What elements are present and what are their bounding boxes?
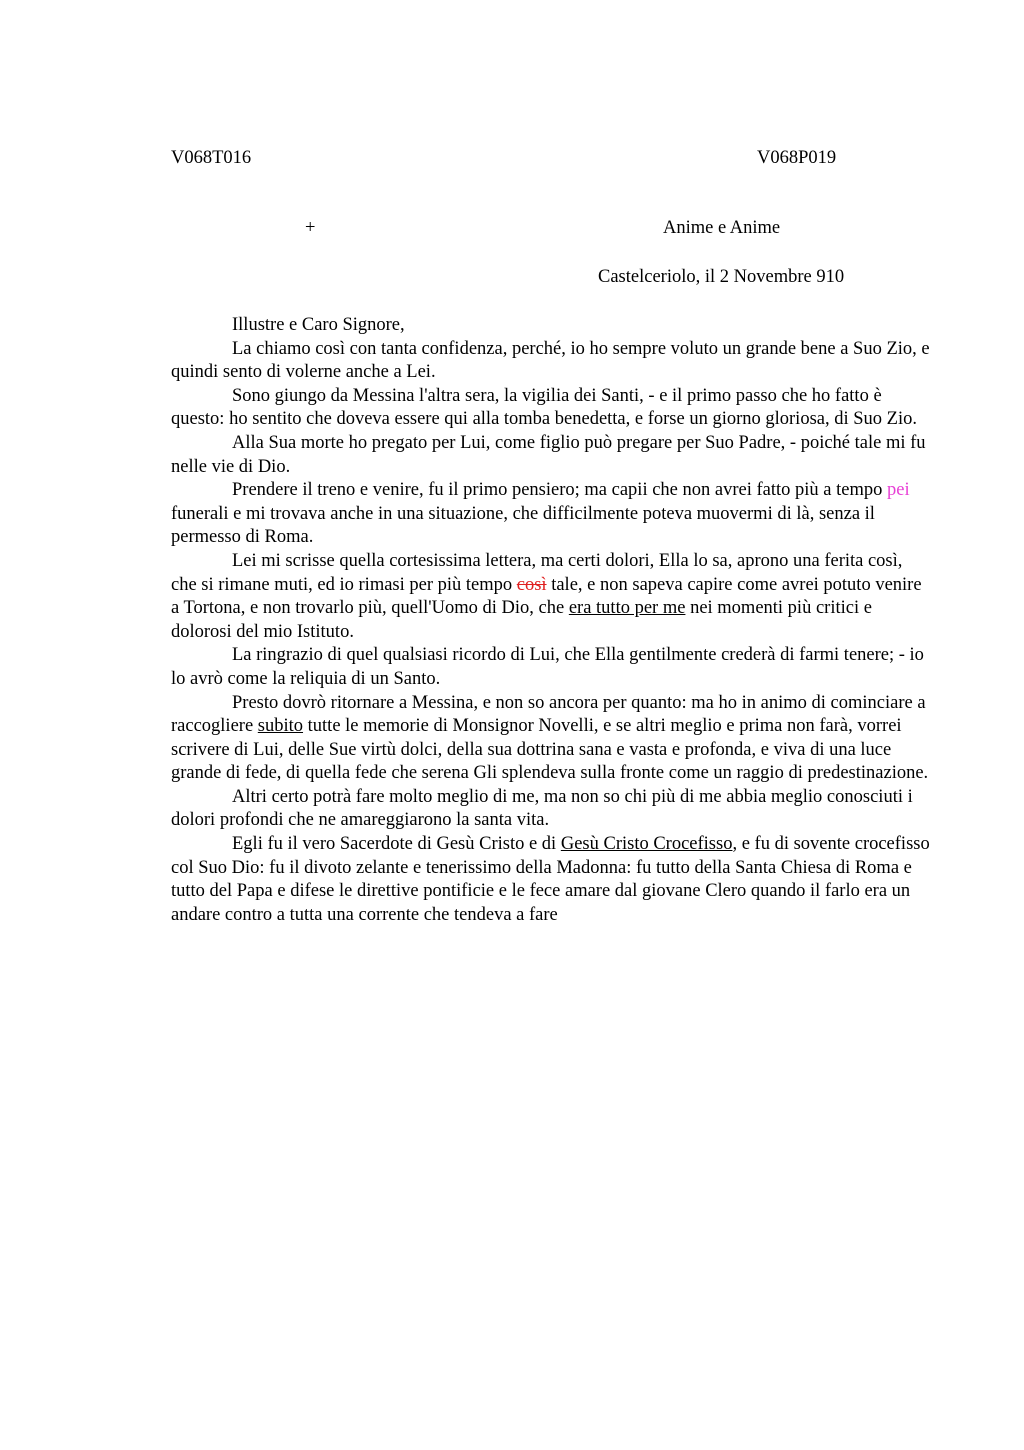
paragraph-7-text-b: tutte le memorie di Monsignor Novelli, e se altri meglio e prima non farà, vorrei scrivere di Lui, delle Sue virtù dolci, della sua dottrina sana e vasta e profonda, e viva di una luce grande di fede, di quella fede che serena Gli splendeva sulla fronte come un raggio di predestinazione. [171,716,929,784]
paragraph-5 [171,550,931,644]
letter-body [171,314,931,927]
place-date: Castelceriolo, il 2 Novembre 910 [598,267,845,287]
paragraph-7 [171,692,931,786]
letter-heading: Anime e Anime [663,218,781,238]
paragraph-9-text-b: , e fu di sovente crocefisso col Suo Dio: fu il divoto zelante e tenerissimo della Madonna: fu tutto della Santa Chiesa di Roma e tutto del Papa e difese le direttive pontificie e le fece amare dal giovane Clero quando il farlo era un andare contro a tutta una corrente che tendeva a fare [171,834,930,925]
paragraph-4-text-b: funerali e mi trovava anche in una situazione, che difficilmente poteva muovermi di là, senza il permesso di Roma. [171,503,875,548]
underlined-phrase-2: Gesù Cristo Crocefisso [560,834,733,855]
paragraph-3: Alla Sua morte ho pregato per Lui, come figlio può pregare per Suo Padre, - poiché tale mi fu nelle vie di Dio. [171,432,926,477]
paragraph-9-text-a: Egli fu il vero Sacerdote di Gesù Cristo e di [232,834,561,855]
paragraph-4 [171,479,931,550]
document-code-left: V068T016 [171,148,252,168]
paragraph-5-text-c: nei momenti più critici e dolorosi del mio Istituto. [171,598,872,642]
paragraph-7-text-a: Presto dovrò ritornare a Messina, e non so ancora per quanto: ma ho in animo di cominciare a raccogliere [171,692,926,737]
paragraph-2: Sono giungo da Messina l'altra sera, la vigilia dei Santi, - e il primo passo che ho fatto è questo: ho sentito che doveva essere qui alla tomba benedetta, e forse un giorno gloriosa, di Suo Zio. [171,385,917,430]
underlined-phrase: era tutto per me [568,598,686,619]
cross-symbol: + [305,218,316,238]
struck-word: così [516,574,547,595]
paragraph-5-text-b: tale, e non sapeva capire come avrei potuto venire a Tortona, e non trovarlo più, quell'Uomo di Dio, che [171,574,922,619]
underlined-word: subito [257,716,304,737]
highlighted-insertion: pei [886,480,910,501]
paragraph-4-text-a: Prendere il treno e venire, fu il primo pensiero; ma capii che non avrei fatto più a tempo [232,480,887,501]
paragraph-9 [171,833,931,927]
paragraph-6: La ringrazio di quel qualsiasi ricordo di Lui, che Ella gentilmente crederà di farmi tenere; - io lo avrò come la reliquia di un Santo. [171,645,924,689]
paragraph-8: Altri certo potrà fare molto meglio di me, ma non so chi più di me abbia meglio conosciuti i dolori profondi che ne amareggiarono la santa vita. [171,786,913,831]
paragraph-1: La chiamo così con tanta confidenza, perché, io ho sempre voluto un grande bene a Suo Zio, e quindi sento di volerne anche a Lei. [171,338,930,383]
salutation: Illustre e Caro Signore, [232,315,405,335]
paragraph-5-text-a: Lei mi scrisse quella cortesissima lettera, ma certi dolori, Ella lo sa, aprono una ferita così, che si rimane muti, ed io rimasi per più tempo [171,550,903,595]
document-code-right: V068P019 [757,148,837,168]
